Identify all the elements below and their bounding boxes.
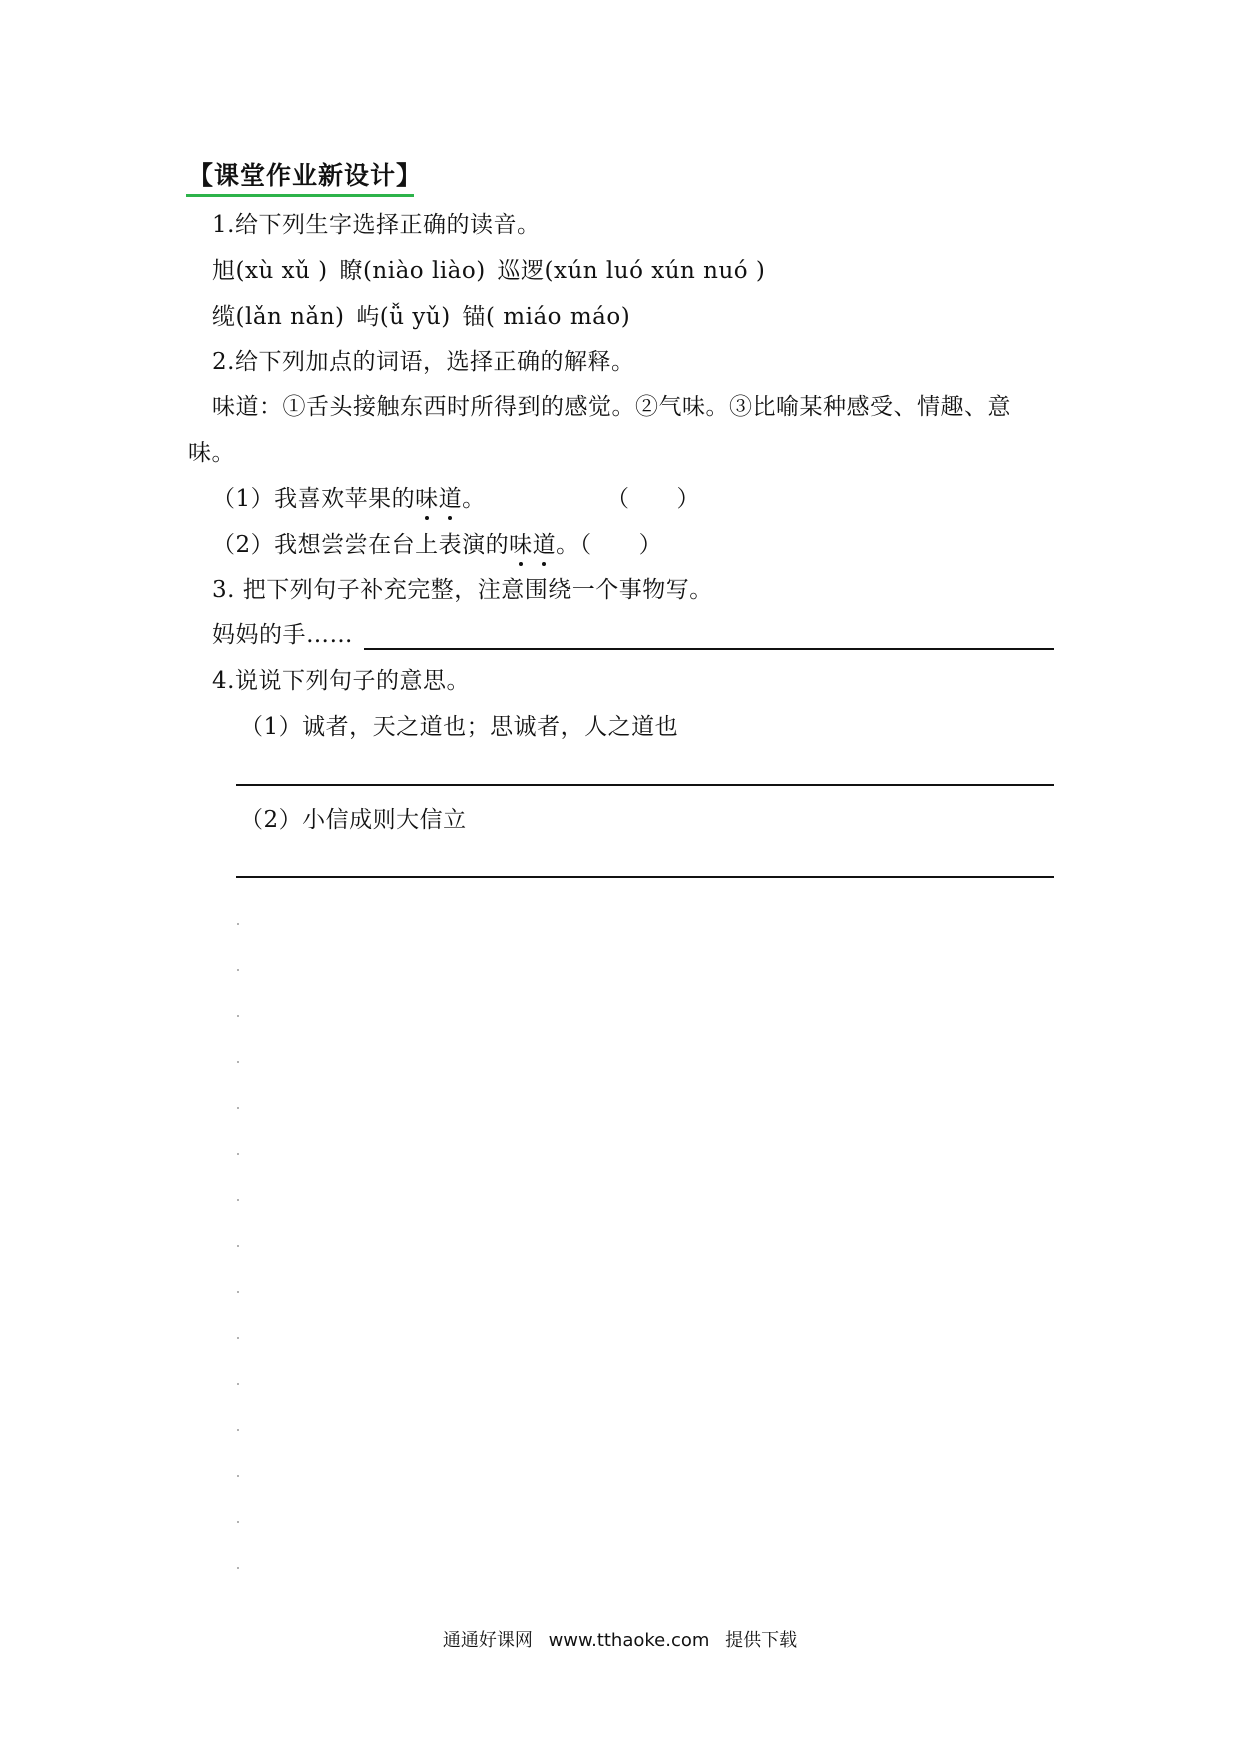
margin-dot (237, 1337, 239, 1339)
q1-row1-char3: 巡逻(xún luó xún nuó ) (497, 258, 766, 284)
q3-answer-line[interactable] (364, 648, 1054, 650)
q2-item-1-prefix: （1）我喜欢苹果的 (212, 486, 416, 512)
q3-prompt: 妈妈的手…… (212, 622, 353, 648)
q2-definition-line2: 味。 (188, 440, 235, 466)
heading-underline (186, 194, 414, 197)
q1-row2-char1: 缆(lǎn nǎn) (212, 304, 345, 330)
q2-title: 2.给下列加点的词语，选择正确的解释。 (212, 349, 635, 375)
q1-row1-char1: 旭(xù xǔ ) (212, 258, 328, 284)
q1-title: 1.给下列生字选择正确的读音。 (212, 212, 541, 238)
q1-row2 (212, 302, 630, 332)
q1-row1-char2: 瞭(niào liào) (339, 258, 486, 284)
margin-dot (237, 1199, 239, 1201)
margin-dot (237, 1475, 239, 1477)
q2-item-2-answer-blank[interactable]: （ ） (579, 532, 663, 558)
q2-item-2 (212, 530, 662, 560)
page-footer (0, 1628, 1240, 1654)
margin-dot (237, 1015, 239, 1017)
margin-dot (237, 1567, 239, 1569)
q2-definition-line1: 味道：①舌头接触东西时所得到的感觉。②气味。③比喻某种感受、情趣、意 (212, 394, 1011, 420)
q2-item-1-dotted-char: 味 (415, 486, 439, 512)
margin-dot (237, 969, 239, 971)
footer-site-name: 通通好课网 (442, 1630, 533, 1651)
q2-item-2-dotted-char: 道 (532, 532, 557, 558)
margin-dot (237, 1521, 239, 1523)
q2-item-2-suffix: 。 (556, 532, 580, 558)
q1-row2-char2: 屿(ǚ yǔ) (356, 304, 451, 330)
footer-url[interactable]: www.tthaoke.com (548, 1630, 710, 1651)
footer-note: 提供下载 (725, 1630, 798, 1651)
margin-dot (237, 1383, 239, 1385)
q2-item-2-dotted-char: 味 (509, 532, 533, 558)
q4-item-2-answer-line[interactable] (236, 876, 1054, 878)
margin-dot (237, 1429, 239, 1431)
q2-item-1-dotted-char: 道 (438, 486, 463, 512)
q1-row2-char3: 锚( miáo máo) (462, 304, 631, 330)
q4-title: 4.说说下列句子的意思。 (212, 668, 470, 694)
margin-dot (237, 1291, 239, 1293)
margin-dot (237, 1245, 239, 1247)
q2-item-2-prefix: （2）我想尝尝在台上表演的 (212, 532, 510, 558)
q4-item-1: （1）诚者，天之道也；思诚者，人之道也 (240, 714, 679, 740)
section-heading: 【课堂作业新设计】 (188, 161, 423, 190)
q2-item-1-suffix: 。 (462, 486, 486, 512)
margin-dot (237, 1107, 239, 1109)
margin-dot (237, 1061, 239, 1063)
q3-title: 3. 把下列句子补充完整，注意围绕一个事物写。 (212, 577, 713, 603)
q1-row1 (212, 256, 765, 286)
q4-item-1-answer-line[interactable] (236, 784, 1054, 786)
margin-dot (237, 923, 239, 925)
q4-item-2: （2）小信成则大信立 (240, 807, 467, 833)
margin-dot (237, 1153, 239, 1155)
q2-item-1-answer-blank[interactable]: （ ） (606, 486, 700, 512)
q2-item-1 (212, 484, 486, 514)
